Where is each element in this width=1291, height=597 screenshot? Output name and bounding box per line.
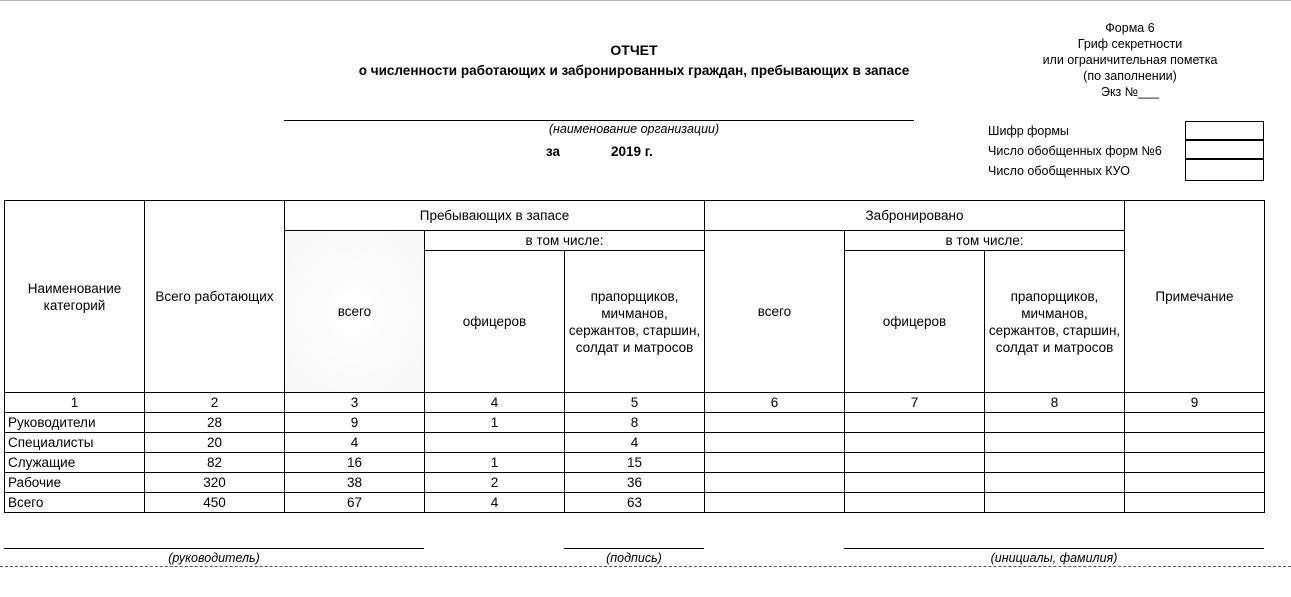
form-code-field[interactable] (1185, 121, 1264, 140)
signature-line[interactable] (564, 548, 704, 549)
cell-reserve-ncos[interactable]: 15 (565, 453, 705, 473)
header-reserved: Забронировано (705, 201, 1125, 231)
column-number: 1 (5, 393, 145, 413)
cell-reserved-ncos[interactable] (985, 433, 1125, 453)
report-title: ОТЧЕТ (610, 42, 658, 58)
cell-reserve-ncos[interactable]: 36 (565, 473, 705, 493)
cell-reserved-officers[interactable] (845, 473, 985, 493)
column-number: 3 (285, 393, 425, 413)
cell-reserved-total[interactable] (705, 433, 845, 453)
cell-total-workers[interactable]: 20 (145, 433, 285, 453)
row-category: Руководители (5, 413, 145, 433)
cell-reserve-ncos[interactable]: 4 (565, 433, 705, 453)
cell-reserve-ncos[interactable]: 8 (565, 413, 705, 433)
header-reserve-including: в том числе: (425, 231, 705, 251)
period-label: за (546, 144, 561, 159)
head-signature-line[interactable] (4, 548, 424, 549)
row-category: Служащие (5, 453, 145, 473)
name-caption: (инициалы, фамилия) (990, 551, 1118, 565)
top-border (0, 0, 1291, 1)
cell-reserve-officers[interactable]: 2 (425, 473, 565, 493)
summary-kuo-field[interactable] (1185, 159, 1264, 181)
cell-reserve-ncos[interactable]: 63 (565, 493, 705, 513)
cell-total-workers[interactable]: 320 (145, 473, 285, 493)
cell-reserved-total[interactable] (705, 413, 845, 433)
header-reserved-officers: офицеров (845, 251, 985, 393)
cell-reserved-ncos[interactable] (985, 493, 1125, 513)
cell-reserved-total[interactable] (705, 473, 845, 493)
copy-number: Экз №___ (1100, 85, 1160, 99)
report-subtitle: о численности работающих и забронированных граждан, пребывающих в запасе (358, 63, 910, 78)
column-number: 5 (565, 393, 705, 413)
column-number: 8 (985, 393, 1125, 413)
cell-reserved-officers[interactable] (845, 413, 985, 433)
cell-reserve-officers[interactable]: 1 (425, 413, 565, 433)
header-category: Наименование категорий (5, 201, 145, 393)
column-number: 4 (425, 393, 565, 413)
cell-reserved-ncos[interactable] (985, 473, 1125, 493)
secrecy-label-2: или ограничительная пометка (1042, 53, 1218, 67)
secrecy-label: Гриф секретности (1077, 37, 1183, 51)
header-reserved-including: в том числе: (845, 231, 1125, 251)
table-row (5, 473, 1265, 493)
cell-note[interactable] (1125, 413, 1265, 433)
cell-reserve-total[interactable]: 16 (285, 453, 425, 473)
cell-note[interactable] (1125, 473, 1265, 493)
cell-reserve-officers[interactable]: 1 (425, 453, 565, 473)
name-signature-line[interactable] (844, 548, 1264, 549)
table-row (5, 413, 1265, 433)
head-caption: (руководитель) (168, 551, 260, 565)
header-reserve-total: всего (285, 231, 425, 393)
cell-reserve-total[interactable]: 38 (285, 473, 425, 493)
signature-caption: (подпись) (606, 551, 662, 565)
row-category: Специалисты (5, 433, 145, 453)
period-year: 2019 г. (611, 144, 653, 159)
cell-note[interactable] (1125, 433, 1265, 453)
cell-total-workers[interactable]: 82 (145, 453, 285, 473)
cell-reserve-officers[interactable]: 4 (425, 493, 565, 513)
cell-reserved-officers[interactable] (845, 453, 985, 473)
cell-reserve-total[interactable]: 4 (285, 433, 425, 453)
header-reserve-officers: офицеров (425, 251, 565, 393)
organization-caption: (наименование организации) (548, 122, 720, 136)
secrecy-label-3: (по заполнении) (1083, 69, 1177, 83)
table-row (5, 493, 1265, 513)
header-note: Примечание (1125, 201, 1265, 393)
cell-total-workers[interactable]: 450 (145, 493, 285, 513)
table-row (5, 453, 1265, 473)
row-category: Всего (5, 493, 145, 513)
cell-reserved-officers[interactable] (845, 493, 985, 513)
column-number: 2 (145, 393, 285, 413)
column-number: 7 (845, 393, 985, 413)
cell-reserve-total[interactable]: 9 (285, 413, 425, 433)
cell-reserve-officers[interactable] (425, 433, 565, 453)
cell-reserved-total[interactable] (705, 453, 845, 473)
cell-total-workers[interactable]: 28 (145, 413, 285, 433)
summary-forms-label: Число обобщенных форм №6 (988, 144, 1162, 158)
column-number: 9 (1125, 393, 1265, 413)
summary-kuo-label: Число обобщенных КУО (988, 164, 1130, 178)
header-reserved-ncos: прапорщиков, мичманов, сержантов, старшин, солдат и матросов (985, 251, 1125, 393)
organization-line[interactable] (284, 120, 914, 121)
cell-reserved-officers[interactable] (845, 433, 985, 453)
cell-reserved-ncos[interactable] (985, 453, 1125, 473)
column-numbers-row (5, 393, 1265, 413)
cell-reserve-total[interactable]: 67 (285, 493, 425, 513)
form-code-label: Шифр формы (988, 124, 1069, 138)
summary-forms-field[interactable] (1185, 140, 1264, 159)
header-in-reserve: Пребывающих в запасе (285, 201, 705, 231)
report-table (4, 200, 1265, 513)
form-name: Форма 6 (1105, 21, 1155, 35)
table-row (5, 433, 1265, 453)
page-break-line (0, 566, 1291, 567)
form-info (1020, 20, 1240, 100)
header-total-workers: Всего работающих (145, 201, 285, 393)
header-reserved-total: всего (705, 231, 845, 393)
cell-reserved-ncos[interactable] (985, 413, 1125, 433)
header-reserve-ncos: прапорщиков, мичманов, сержантов, старшин, солдат и матросов (565, 251, 705, 393)
row-category: Рабочие (5, 473, 145, 493)
column-number: 6 (705, 393, 845, 413)
cell-note[interactable] (1125, 493, 1265, 513)
cell-reserved-total[interactable] (705, 493, 845, 513)
cell-note[interactable] (1125, 453, 1265, 473)
